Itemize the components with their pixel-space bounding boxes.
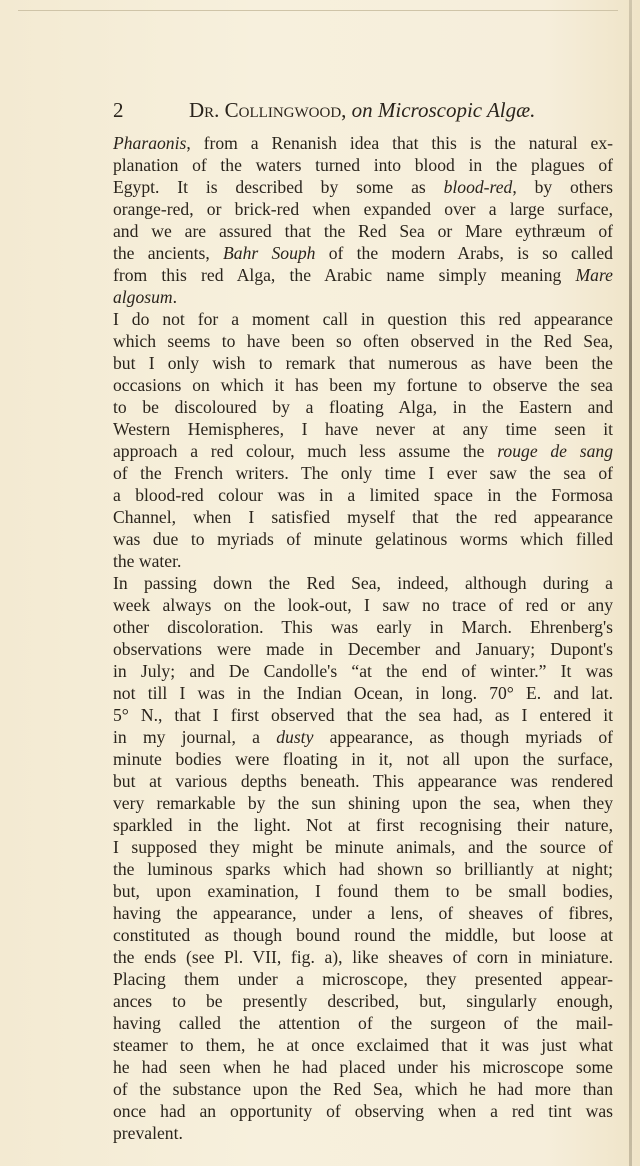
text-line: he had seen when he had placed under his microscope some xyxy=(113,1057,613,1077)
text-line: of the French writers. The only time I ever saw the sea of xyxy=(113,463,613,483)
text-line: of the substance upon the Red Sea, which he had more than xyxy=(113,1079,613,1099)
text-line: sparkled in the light. Not at first recognising their nature, xyxy=(113,815,613,835)
text-line: constituted as though bound round the middle, but loose at xyxy=(113,925,613,945)
running-head-author: Dr. Collingwood, xyxy=(189,98,347,122)
text-line: the ancients, Bahr Souph of the modern Arabs, is so called xyxy=(113,243,613,263)
text-line: the ends (see Pl. VII, fig. a), like sheaves of corn in miniature. xyxy=(113,947,613,967)
text-line: Channel, when I satisfied myself that the red appearance xyxy=(113,507,613,527)
text-line: approach a red colour, much less assume the rouge de sang xyxy=(113,441,613,461)
text-line: Egypt. It is described by some as blood-red, by others xyxy=(113,177,613,197)
text-line: Western Hemispheres, I have never at any time seen it xyxy=(113,419,613,439)
text-line: observations were made in December and January; Dupont's xyxy=(113,639,613,659)
text-line: having called the attention of the surgeon of the mail- xyxy=(113,1013,613,1033)
running-header xyxy=(113,95,613,125)
text-line: planation of the waters turned into blood in the plagues of xyxy=(113,155,613,175)
text-line: algosum. xyxy=(113,287,178,307)
text-line: was due to myriads of minute gelatinous worms which filled xyxy=(113,529,613,549)
text-line: orange-red, or brick-red when expanded over a large surface, xyxy=(113,199,613,219)
text-line: 5° N., that I first observed that the sea had, as I entered it xyxy=(113,705,613,725)
text-line: having the appearance, under a lens, of sheaves of fibres, xyxy=(113,903,613,923)
text-line: and we are assured that the Red Sea or Mare eythræum of xyxy=(113,221,613,241)
text-line: once had an opportunity of observing when a red tint was xyxy=(113,1101,613,1121)
text-line: steamer to them, he at once exclaimed that it was just what xyxy=(113,1035,613,1055)
page-right-edge xyxy=(629,0,632,1166)
running-head-title: on Microscopic Algæ. xyxy=(351,98,536,122)
body-text xyxy=(113,132,613,1144)
text-line: but at various depths beneath. This appearance was rendered xyxy=(113,771,613,791)
page-number: 2 xyxy=(113,98,124,122)
text-line: in July; and De Candolle's “at the end of winter.” It was xyxy=(113,661,613,681)
text-line: week always on the look-out, I saw no trace of red or any xyxy=(113,595,613,615)
text-line: In passing down the Red Sea, indeed, although during a xyxy=(113,573,613,593)
text-line: which seems to have been so often observed in the Red Sea, xyxy=(113,331,613,351)
text-line: the water. xyxy=(113,551,182,571)
text-line: other discoloration. This was early in March. Ehrenberg's xyxy=(113,617,613,637)
text-line: Placing them under a microscope, they presented appear- xyxy=(113,969,613,989)
text-line: I supposed they might be minute animals, and the source of xyxy=(113,837,613,857)
text-line: prevalent. xyxy=(113,1123,183,1143)
text-line: occasions on which it has been my fortune to observe the sea xyxy=(113,375,613,395)
text-line: but I only wish to remark that numerous as have been the xyxy=(113,353,613,373)
text-line: the luminous sparks which had shown so brilliantly at night; xyxy=(113,859,613,879)
text-line: not till I was in the Indian Ocean, in long. 70° E. and lat. xyxy=(113,683,613,703)
text-line: in my journal, a dusty appearance, as though myriads of xyxy=(113,727,614,747)
page-top-edge xyxy=(18,10,618,11)
text-line: a blood-red colour was in a limited space in the Formosa xyxy=(113,485,613,505)
text-line: ances to be presently described, but, singularly enough, xyxy=(113,991,613,1011)
text-line: but, upon examination, I found them to be small bodies, xyxy=(113,881,613,901)
text-line: minute bodies were floating in it, not all upon the surface, xyxy=(113,749,613,769)
text-line: Pharaonis, from a Renanish idea that this is the natural ex- xyxy=(113,133,613,153)
text-line: very remarkable by the sun shining upon the sea, when they xyxy=(113,793,613,813)
text-line: I do not for a moment call in question this red appearance xyxy=(113,309,613,329)
text-line: from this red Alga, the Arabic name simply meaning Mare xyxy=(113,265,613,285)
running-head xyxy=(189,95,535,125)
text-line: to be discoloured by a floating Alga, in the Eastern and xyxy=(113,397,613,417)
